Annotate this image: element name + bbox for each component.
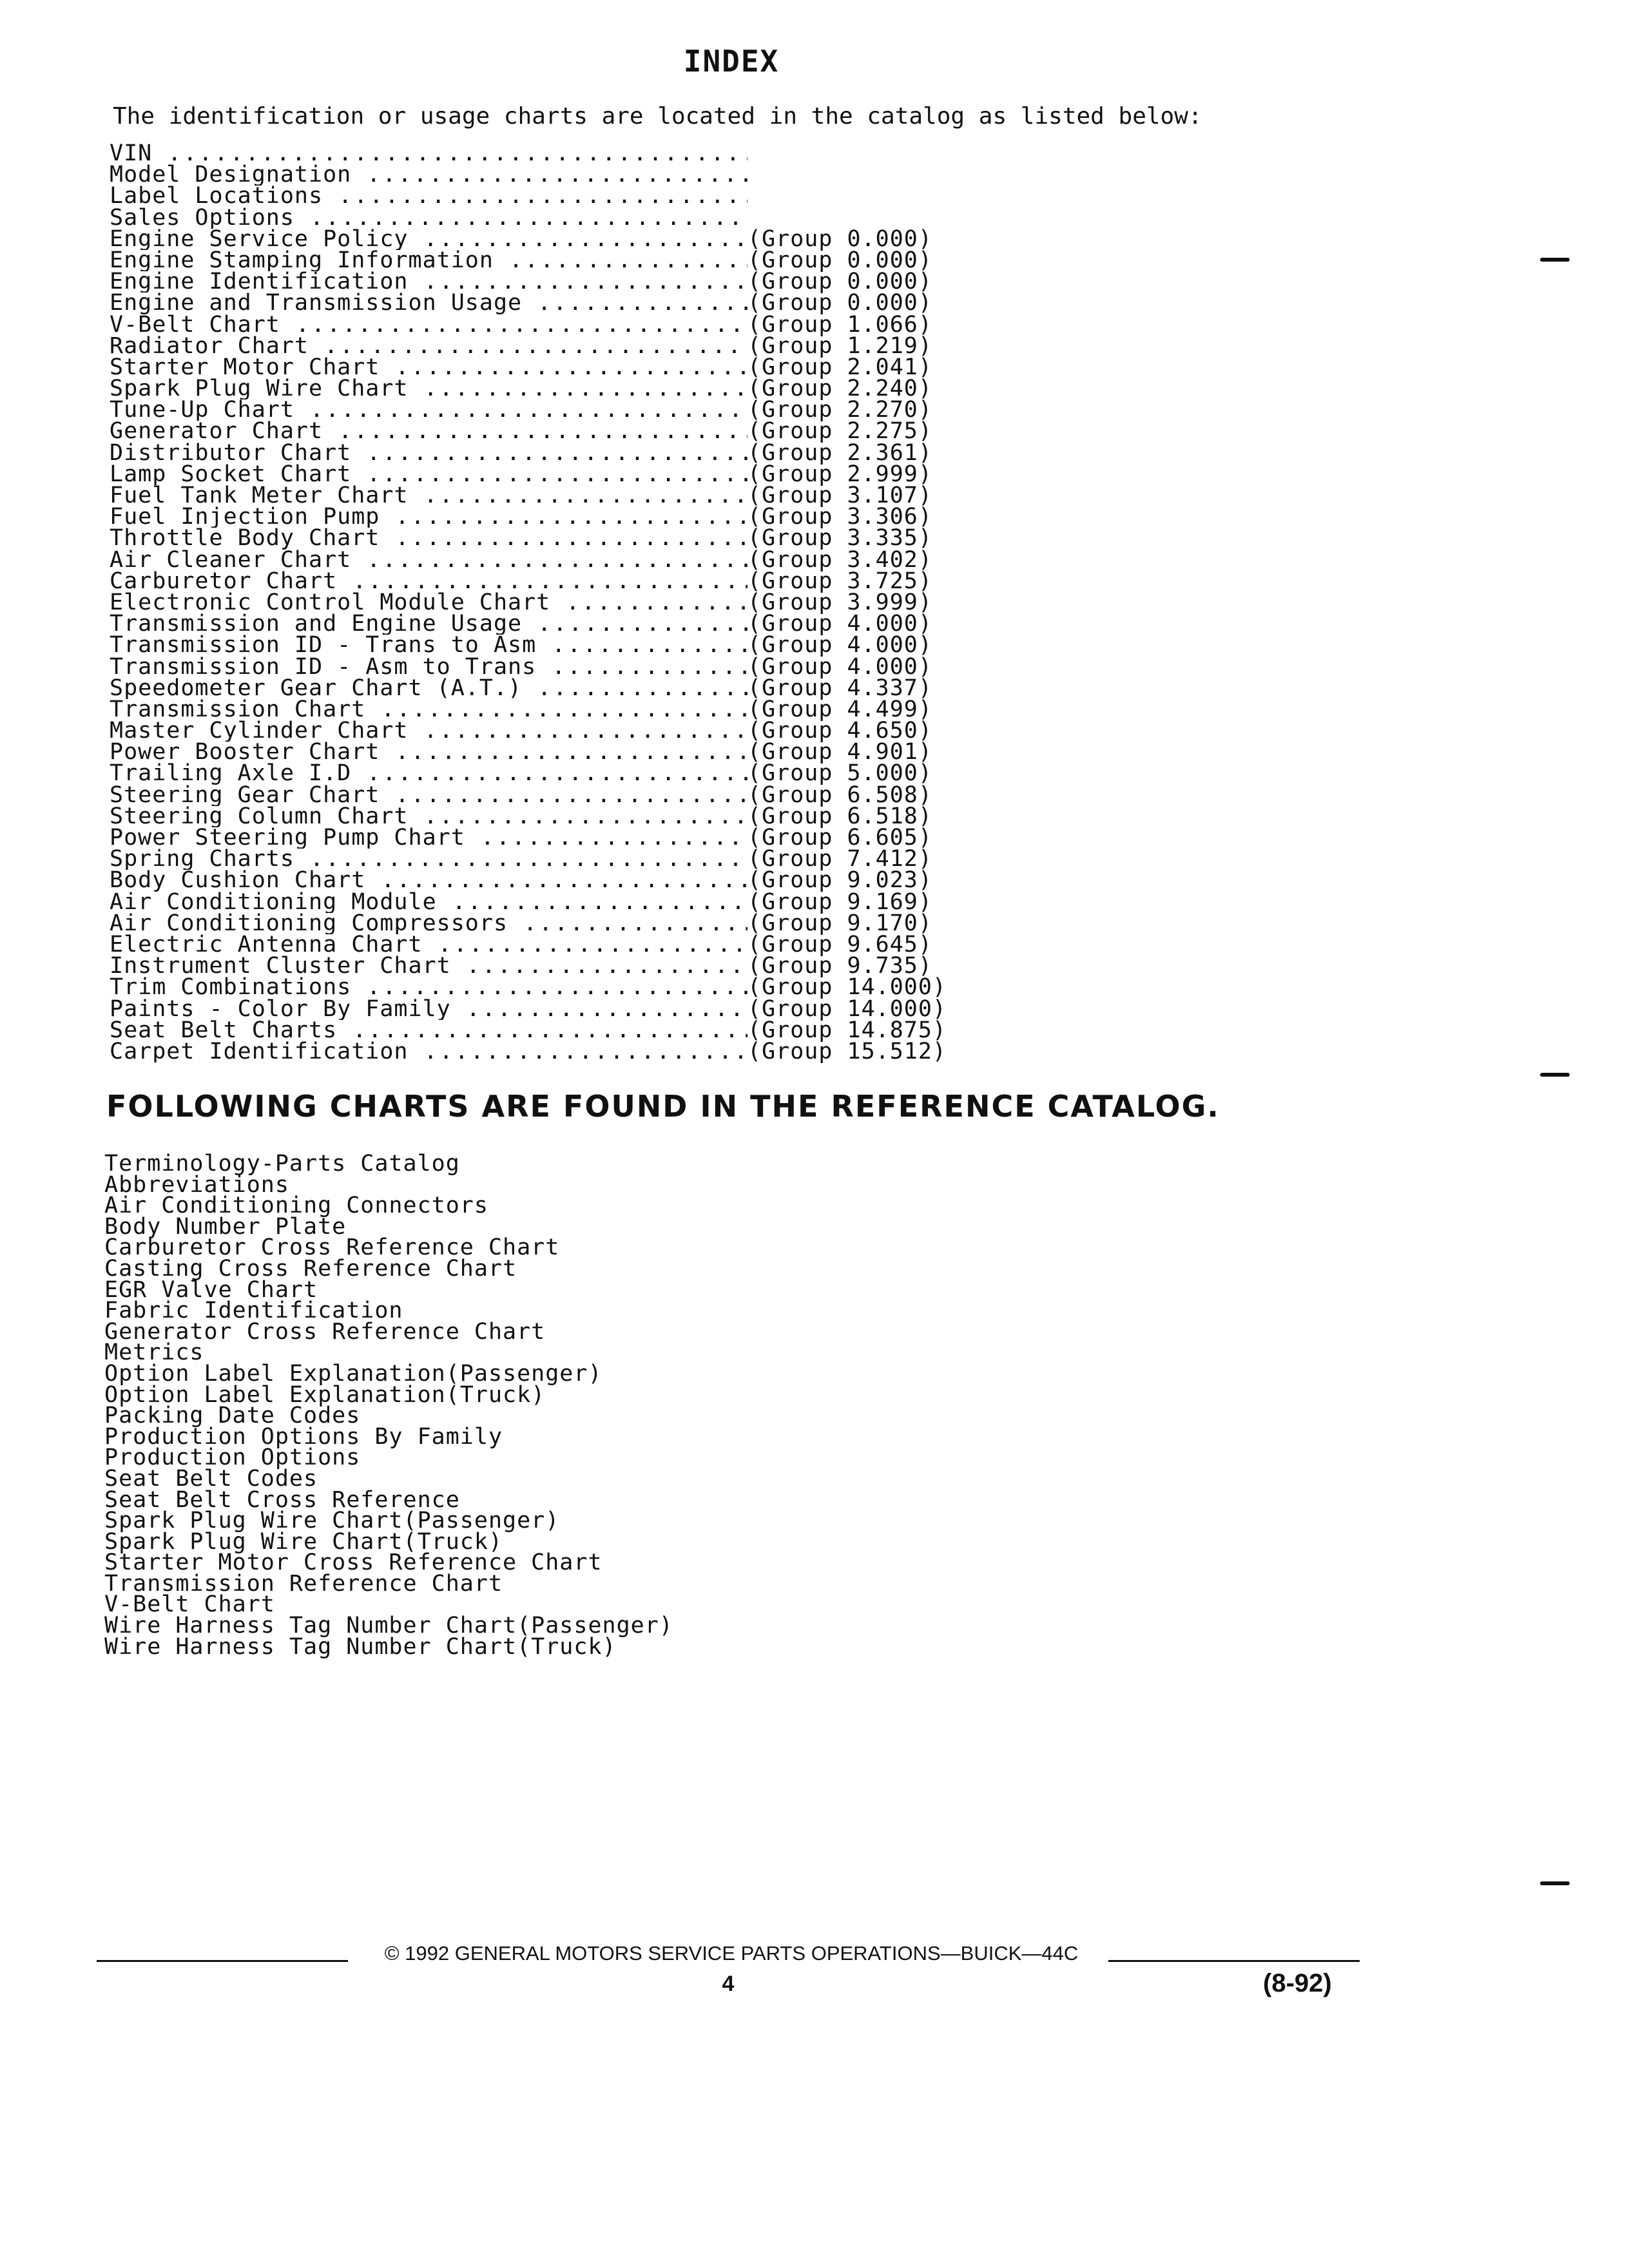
index-entry-name: Tune-Up Chart ..... [110, 399, 747, 421]
index-entry-group: (Group 1.219) [747, 332, 932, 359]
index-entry-name: Electric Antenna Chart ..... [110, 934, 747, 956]
index-entry-group: (Group 1.066) [747, 311, 932, 338]
index-entry-name: Instrument Cluster Chart ..... [110, 956, 747, 977]
reference-list-item: Metrics [104, 1340, 204, 1366]
index-entry-name: Body Cushion Chart ..... [110, 870, 747, 891]
reference-list-item: Packing Date Codes [104, 1403, 361, 1429]
index-entry-name: Carburetor Chart ..... [110, 571, 747, 592]
index-entry-name: Steering Column Chart ..... [110, 806, 747, 827]
index-entry-name: Label Locations ..... [110, 186, 747, 207]
index-entry [110, 1017, 947, 1043]
index-entry [110, 332, 947, 359]
binder-edge-mark [1540, 258, 1570, 262]
index-entry-group: (Group 2.275) [747, 418, 932, 445]
index-entry-name: Trim Combinations ..... [110, 977, 747, 998]
index-entry-name: Spark Plug Wire Chart ..... [110, 378, 747, 399]
reference-list-item: Air Conditioning Connectors [104, 1193, 488, 1219]
index-entry-group: (Group 4.499) [747, 696, 932, 722]
index-entry-name: Generator Chart ..... [110, 421, 747, 442]
reference-list-item: Production Options By Family [104, 1423, 503, 1450]
reference-list-item: Transmission Reference Chart [104, 1570, 503, 1597]
index-entry-group: (Group 2.041) [747, 354, 932, 380]
index-entry-group: (Group 6.508) [747, 782, 932, 808]
footer-copyright: © 1992 GENERAL MOTORS SERVICE PARTS OPERATIONS—BUICK—44C [384, 1942, 1079, 1965]
reference-list-item: V-Belt Chart [104, 1591, 275, 1618]
index-entry [110, 311, 947, 338]
reference-list-item: Body Number Plate [104, 1213, 347, 1240]
reference-list-item: Abbreviations [104, 1171, 289, 1198]
reference-section-heading: FOLLOWING CHARTS ARE FOUND IN THE REFERENCE CATALOG. [106, 1089, 1220, 1124]
index-entry-group: (Group 15.512) [747, 1038, 947, 1064]
index-entry-name: Air Conditioning Module ..... [110, 892, 747, 913]
page-number: 4 [722, 1972, 735, 1996]
footer-rule-right [1108, 1960, 1360, 1962]
reference-list-item: Option Label Explanation(Passenger) [104, 1360, 602, 1387]
index-entry-group: (Group 3.725) [747, 568, 932, 594]
index-entry-name: Engine Identification ..... [110, 271, 747, 293]
index-entry-group: (Group 2.270) [747, 397, 932, 423]
index-entry-name: Steering Gear Chart ..... [110, 785, 747, 806]
reference-list-item: Spark Plug Wire Chart(Passenger) [104, 1508, 560, 1534]
index-entry-group: (Group 14.875) [747, 1017, 947, 1043]
index-entry-name: Starter Motor Chart ..... [110, 357, 747, 378]
index-entry-name: Power Booster Chart ..... [110, 742, 747, 763]
index-entry-group: (Group 2.361) [747, 439, 932, 466]
index-entry-group: (Group 2.999) [747, 461, 932, 487]
index-entry [110, 910, 947, 936]
index-entry-name: Paints - Color By Family ..... [110, 999, 747, 1020]
index-entry-name: Air Conditioning Compressors ..... [110, 913, 747, 934]
reference-list-item: Wire Harness Tag Number Chart(Passenger) [104, 1613, 673, 1639]
index-entry-name: Sales Options ..... [110, 207, 747, 229]
reference-list [104, 1151, 673, 1660]
index-entry-group: (Group 3.999) [747, 589, 932, 615]
index-entry-name: Master Cylinder Chart ..... [110, 720, 747, 742]
reference-list-item: Production Options [104, 1445, 361, 1471]
index-entry [110, 525, 947, 552]
index-entry-name: Transmission and Engine Usage ..... [110, 613, 747, 635]
index-entry-group: (Group 0.000) [747, 247, 932, 273]
index-entry-group: (Group 9.735) [747, 953, 932, 979]
index-entry-name: Seat Belt Charts ..... [110, 1020, 747, 1041]
index-entry-name: Air Cleaner Chart ..... [110, 550, 747, 571]
intro-text: The identification or usage charts are located in the catalog as listed below: [113, 103, 1202, 130]
index-entry-group: (Group 4.650) [747, 718, 932, 744]
index-entry [110, 760, 947, 787]
index-entry-name: Radiator Chart ..... [110, 336, 747, 357]
index-entry-name: Model Designation ..... [110, 164, 747, 186]
index-entry-name: Engine and Transmission Usage ..... [110, 293, 747, 314]
reference-list-item: Terminology-Parts Catalog [104, 1151, 460, 1177]
index-entry-name: Transmission ID - Asm to Trans ..... [110, 657, 747, 678]
index-entry-group: (Group 6.605) [747, 825, 932, 850]
reference-list-item: Spark Plug Wire Chart(Truck) [104, 1528, 503, 1555]
index-entry-group: (Group 0.000) [747, 226, 932, 252]
index-entry [110, 653, 947, 680]
index-entry-group: (Group 6.518) [747, 803, 932, 829]
binder-edge-mark [1540, 1881, 1570, 1885]
index-entry-name: Fuel Injection Pump ..... [110, 506, 747, 528]
index-entry-name: Throttle Body Chart ..... [110, 528, 747, 549]
index-list [110, 143, 947, 1062]
index-entry [110, 186, 947, 207]
reference-list-item: Casting Cross Reference Chart [104, 1255, 517, 1282]
index-entry [110, 782, 947, 808]
index-entry [110, 143, 947, 164]
index-entry [110, 226, 947, 252]
index-entry-group: (Group 3.335) [747, 525, 932, 552]
index-entry-group: (Group 9.023) [747, 867, 932, 894]
index-entry-group: (Group 5.000) [747, 760, 932, 787]
index-entry-group: (Group 0.000) [747, 290, 932, 316]
index-entry [110, 1038, 947, 1064]
index-entry-group: (Group 4.901) [747, 739, 932, 765]
index-entry-name: Power Steering Pump Chart ..... [110, 827, 747, 849]
index-entry [110, 675, 947, 701]
index-entry [110, 974, 947, 1001]
reference-list-item: Generator Cross Reference Chart [104, 1318, 546, 1345]
index-entry-group: (Group 9.170) [747, 910, 932, 936]
index-entry-name: Trailing Axle I.D ..... [110, 763, 747, 784]
reference-list-item: EGR Valve Chart [104, 1276, 318, 1303]
index-entry-name: Electronic Control Module Chart ..... [110, 592, 747, 613]
index-entry-group: (Group 4.000) [747, 611, 932, 637]
index-entry-name: Lamp Socket Chart ..... [110, 464, 747, 485]
page-title: INDEX [683, 44, 780, 79]
index-entry [110, 439, 947, 466]
index-entry-group: (Group 4.000) [747, 632, 932, 658]
index-entry-group: (Group 14.000) [747, 974, 947, 1001]
reference-list-item: Starter Motor Cross Reference Chart [104, 1550, 602, 1576]
index-entry-name: Spring Charts ..... [110, 849, 747, 870]
index-entry-name: Engine Stamping Information ..... [110, 250, 747, 271]
index-entry-name: Carpet Identification ..... [110, 1041, 747, 1062]
index-entry-group: (Group 3.402) [747, 546, 932, 573]
index-entry [110, 546, 947, 573]
index-entry-group: (Group 0.000) [747, 269, 932, 295]
index-entry-group: (Group 3.306) [747, 504, 932, 530]
reference-list-item: Fabric Identification [104, 1298, 403, 1324]
index-entry-name: V-Belt Chart ..... [110, 314, 747, 336]
index-entry-group: (Group 14.000) [747, 995, 947, 1022]
revision-date: (8-92) [1263, 1969, 1332, 1997]
index-entry [110, 632, 947, 658]
index-entry-group: (Group 7.412) [747, 846, 932, 872]
index-entry-name: Distributor Chart ..... [110, 443, 747, 464]
index-entry-name: Engine Service Policy ..... [110, 229, 747, 250]
index-entry [110, 867, 947, 894]
reference-list-item: Seat Belt Codes [104, 1465, 318, 1492]
binder-edge-mark [1540, 1073, 1570, 1077]
index-entry-name: VIN ..... [110, 143, 747, 164]
reference-list-item: Carburetor Cross Reference Chart [104, 1235, 560, 1261]
reference-list-item: Seat Belt Cross Reference [104, 1486, 460, 1513]
reference-list-item: Option Label Explanation(Truck) [104, 1381, 546, 1408]
index-entry-group: (Group 9.169) [747, 889, 932, 915]
index-entry-group: (Group 2.240) [747, 376, 932, 402]
index-entry-name: Speedometer Gear Chart (A.T.) ..... [110, 678, 747, 699]
index-entry-group: (Group 4.337) [747, 675, 932, 701]
index-entry [110, 207, 947, 229]
index-entry [110, 995, 947, 1022]
index-entry-group: (Group 9.645) [747, 931, 932, 957]
index-entry-group: (Group 4.000) [747, 653, 932, 680]
index-entry-name: Fuel Tank Meter Chart ..... [110, 485, 747, 506]
index-entry [110, 568, 947, 594]
index-entry-name: Transmission Chart ..... [110, 699, 747, 720]
index-entry-name: Transmission ID - Trans to Asm ..... [110, 635, 747, 656]
index-entry [110, 290, 947, 316]
index-entry-group: (Group 3.107) [747, 483, 932, 508]
index-entry [110, 889, 947, 915]
index-entry [110, 418, 947, 445]
reference-list-item: Wire Harness Tag Number Chart(Truck) [104, 1633, 617, 1660]
index-entry [110, 164, 947, 186]
footer-rule-left [97, 1960, 348, 1962]
